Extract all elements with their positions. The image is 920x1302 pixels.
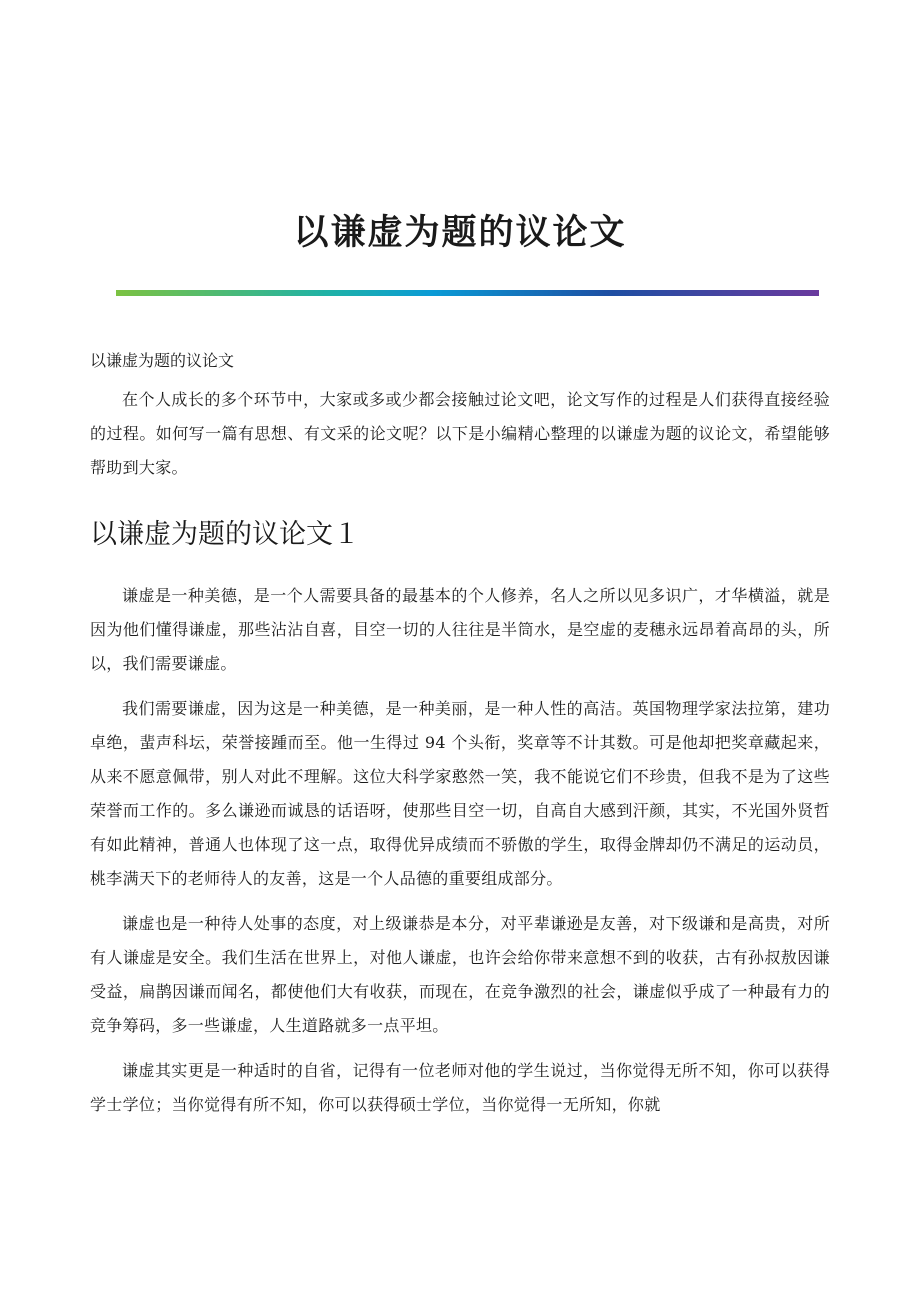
document-body — [90, 344, 830, 1133]
body-paragraph-3: 谦虚也是一种待人处事的态度，对上级谦恭是本分，对平辈谦逊是友善，对下级谦和是高贵，对所有人谦虚是安全。我们生活在世界上，对他人谦虚，也许会给你带来意想不到的收获，古有孙叔敖因谦受益，扁鹊因谦而闻名，都使他们大有收获，而现在，在竞争激烈的社会，谦虚似乎成了一种最有力的竞争筹码，多一些谦虚，人生道路就多一点平坦。 — [90, 914, 830, 1035]
section-heading: 以谦虚为题的议论文１ — [90, 519, 360, 550]
intro-label: 以谦虚为题的议论文 — [90, 351, 235, 370]
intro-paragraph: 在个人成长的多个环节中，大家或多或少都会接触过论文吧，论文写作的过程是人们获得直接经验的过程。如何写一篇有思想、有文采的论文呢？以下是小编精心整理的以谦虚为题的议论文，希望能够帮助到大家。 — [90, 390, 830, 477]
body-paragraph-2: 我们需要谦虚，因为这是一种美德，是一种美丽，是一种人性的高洁。英国物理学家法拉第，建功卓绝，蜚声科坛，荣誉接踵而至。他一生得过 94 个头衔，奖章等不计其数。可是他却把奖章藏起来，从来不愿意佩带，别人对此不理解。这位大科学家憨然一笑，我不能说它们不珍贵，但我不是为了这些荣誉而工作的。多么谦逊而诚恳的话语呀，使那些目空一切，自高自大感到汗颜，其实，不光国外贤哲有如此精神，普通人也体现了这一点，取得优异成绩而不骄傲的学生，取得金牌却仍不满足的运动员，桃李满天下的老师待人的友善，这是一个人品德的重要组成部分。 — [90, 699, 830, 888]
document-title: 以谦虚为题的议论文 — [293, 212, 627, 254]
body-paragraph-4: 谦虚其实更是一种适时的自省，记得有一位老师对他的学生说过，当你觉得无所不知，你可以获得学士学位；当你觉得有所不知，你可以获得硕士学位，当你觉得一无所知，你就 — [90, 1061, 830, 1114]
title-gradient-divider — [116, 290, 819, 296]
body-paragraph-1: 谦虚是一种美德，是一个人需要具备的最基本的个人修养，名人之所以见多识广，才华横溢，就是因为他们懂得谦虚，那些沾沾自喜，目空一切的人往往是半筒水，是空虚的麦穗永远昂着高昂的头，所以，我们需要谦虚。 — [90, 586, 830, 673]
